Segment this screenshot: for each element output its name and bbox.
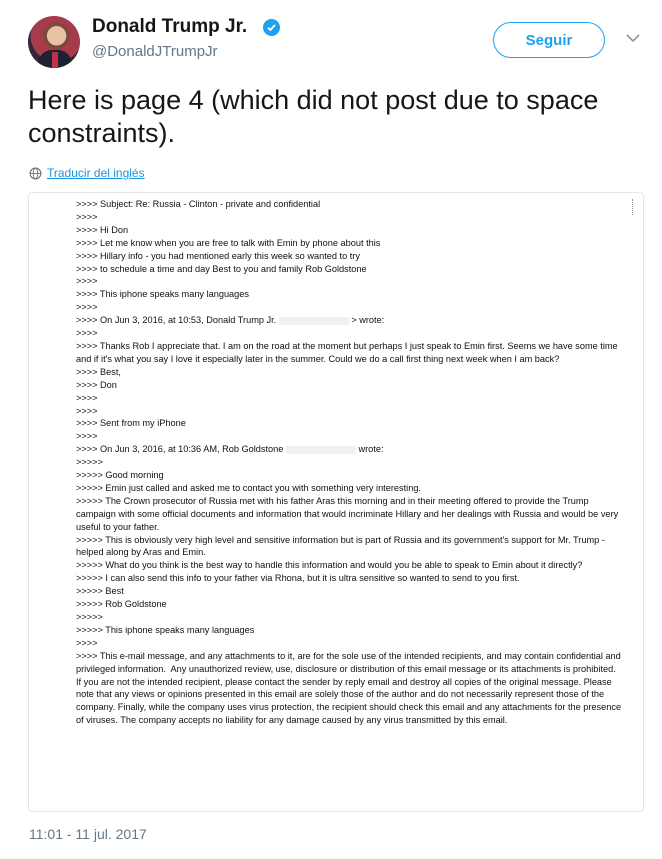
translate-link[interactable]: Traducir del inglés [47,166,145,180]
email-line: >>>> [76,431,98,442]
email-line: >>>> Subject: Re: Russia - Clinton - private and confidential [76,199,321,209]
email-line: >>>> [76,405,98,416]
email-line: >>>> Let me know when you are free to talk with Emin by phone about this [76,237,381,248]
avatar[interactable] [28,16,80,68]
verified-badge-icon [263,19,280,36]
follow-button[interactable]: Seguir [493,22,605,58]
email-line: >>>>> [76,612,103,622]
email-line: >>>> [76,211,98,222]
email-line: >>>> Sent from my iPhone [76,418,186,429]
tweet-text: Here is page 4 (which did not post due to space constraints). [28,85,599,148]
tweet-timestamp[interactable]: 11:01 - 11 jul. 2017 [29,826,147,842]
globe-icon [29,167,42,180]
avatar-tie [52,52,58,68]
email-line: >>>>> Good morning [76,470,164,481]
email-line: >>>> [76,328,98,339]
email-line: >>>>> Rob Goldstone [76,599,167,610]
email-line: >>>>> Emin just called and asked me to contact you with something very interesting. [76,482,421,493]
redacted-address [286,446,356,454]
email-line: >>>>> Best [76,586,124,597]
email-line: >>>>> This iphone speaks many languages [76,624,255,635]
email-line: >>>> [76,302,98,313]
chevron-down-icon[interactable] [626,33,640,43]
email-line: >>>> On Jun 3, 2016, at 10:36 AM, Rob Goldstone wrote: [76,444,384,455]
email-line: >>>> to schedule a time and day Best to you and family Rob Goldstone [76,263,367,274]
document-scrollbar [632,199,635,215]
email-line: >>>>> I can also send this info to your father via Rhona, but it is ultra sensitive so wanted to send to you first. [76,573,520,584]
email-line: >>>>> What do you think is the best way to handle this information and would you be able to speak to Emin about it directly? [76,560,583,571]
email-line: >>>> Thanks Rob I appreciate that. I am on the road at the moment but perhaps I just speak to Emin first. Seems we have some time and if it's what you say I love it especially later in the summer. Could we do a call first thing next week when I am back? [76,340,621,364]
email-text-block [76,198,624,727]
email-line: >>>> Hillary info - you had mentioned early this week so wanted to try [76,250,360,261]
user-handle[interactable]: @DonaldJTrumpJr [92,43,218,60]
email-line: >>>> Don [76,379,117,390]
display-name[interactable]: Donald Trump Jr. [92,16,248,37]
redacted-address [279,317,349,325]
email-line: >>>>> The Crown prosecutor of Russia met with his father Aras this morning and in their meeting offered to provide the Trump campaign with some official documents and information that would incriminate Hillary and her dealings with Russia and would be very useful to your father. [76,495,621,532]
tweet-header [0,0,662,78]
email-line: >>>> This e-mail message, and any attachments to it, are for the sole use of the intended recipients, and may contain confidential and privileged information. Any unauthorized review, use, disclosure or distribution of this email message or its attachments is prohibited. If you are not the intended recipient, please contact the sender by reply email and destroy all copies of the original message. Please note that any views or opinions presented in this email are solely those of the author and do not necessarily represent those of the company. Finally, while the company uses virus protection, the recipient should check this email and any attachments for the presence of viruses. The company accepts no liability for any damage caused by any virus transmitted by this email. [76,650,624,726]
translate-row [29,166,145,180]
email-line: >>>> Hi Don [76,224,129,235]
email-line: >>>> [76,392,98,403]
email-line: >>>> On Jun 3, 2016, at 10:53, Donald Trump Jr. > wrote: [76,315,385,326]
email-line: >>>> Best, [76,366,121,377]
email-line: >>>> [76,276,98,287]
email-line: >>>> This iphone speaks many languages [76,289,249,300]
email-line: >>>> [76,637,98,648]
email-line: >>>>> This is obviously very high level and sensitive information but is part of Russia and its government's support for Mr. Trump - helped along by Aras and Emin. [76,534,608,558]
email-screenshot-image[interactable] [28,192,644,812]
email-line: >>>>> [76,457,103,468]
